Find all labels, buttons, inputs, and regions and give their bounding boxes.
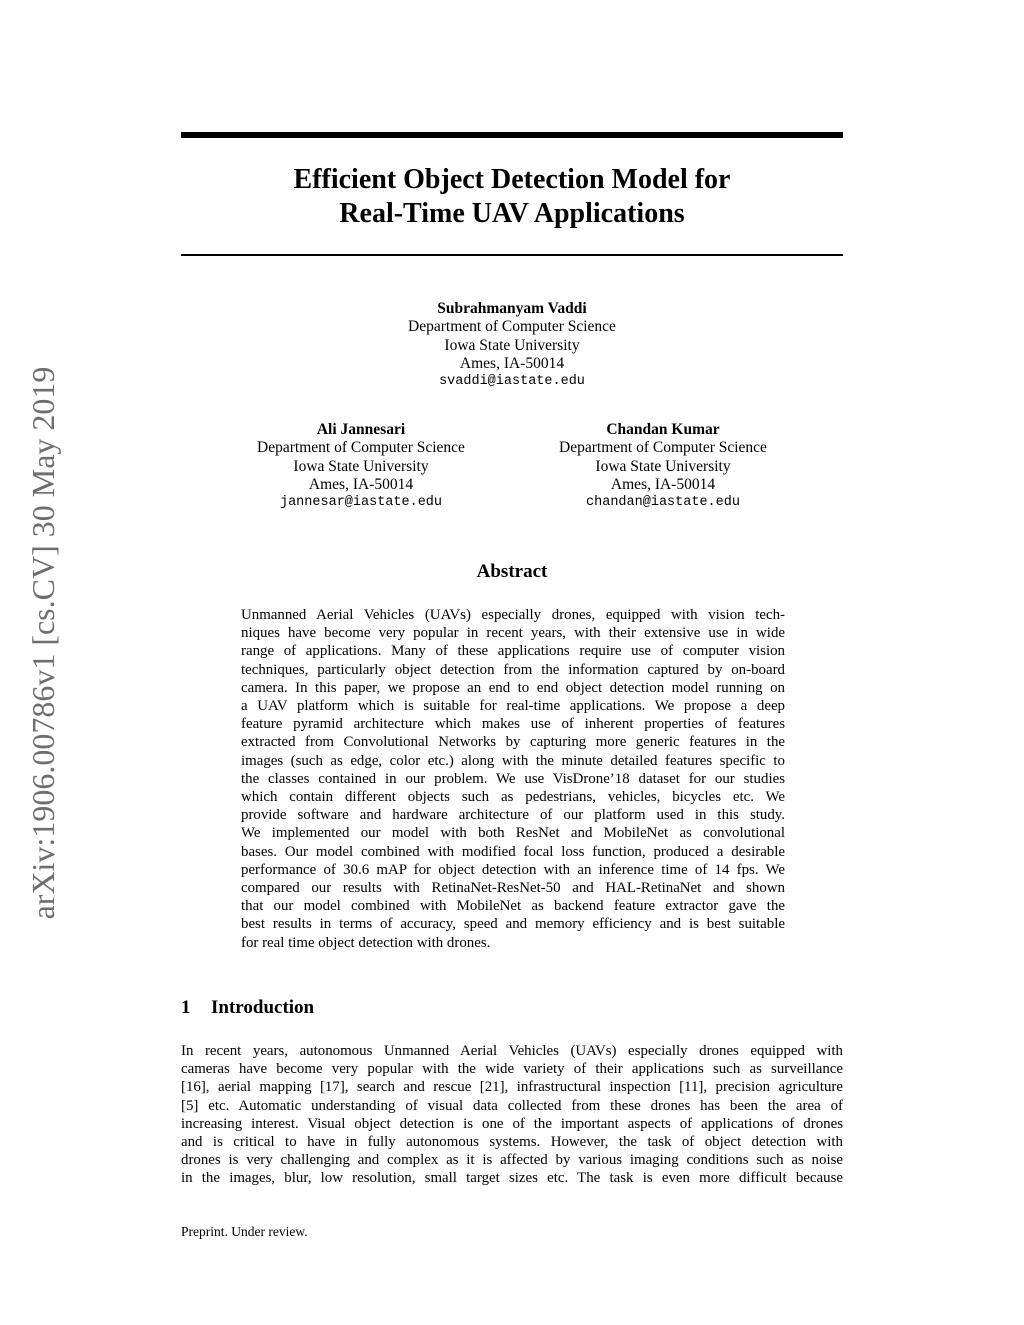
abstract-line: the classes contained in our problem. We use VisDrone’18 dataset for our studies	[241, 770, 785, 787]
body-line: [5] etc. Automatic understanding of visual data collected from these drones has been the area of	[181, 1097, 843, 1114]
body-line: In recent years, autonomous Unmanned Aerial Vehicles (UAVs) especially drones equipped with	[181, 1043, 843, 1059]
abstract-line: extracted from Convolutional Networks by capturing more generic features in the	[241, 734, 785, 751]
author-name: Chandan Kumar	[606, 421, 720, 438]
author-name: Ali Jannesari	[316, 421, 406, 438]
body-line: cameras have become very popular with the wide variety of their applications such as surveillance	[181, 1061, 843, 1078]
abstract-body	[241, 606, 785, 952]
body-line: drones is very challenging and complex as it is affected by various imaging conditions such as noise	[181, 1152, 843, 1169]
abstract-line: niques have become very popular in recent years, with their extensive use in wide	[241, 625, 785, 642]
abstract-line: performance of 30.6 mAP for object detection with an inference time of 14 fps. We	[241, 861, 785, 878]
abstract-line: images (such as edge, color etc.) along with the minute detailed features specific to	[241, 752, 785, 769]
abstract-line: range of applications. Many of these applications require use of computer vision	[241, 643, 785, 660]
abstract-line: best results in terms of accuracy, speed and memory efficiency and is best suitable	[241, 916, 785, 933]
author-block	[362, 300, 662, 391]
introduction-body	[181, 1042, 843, 1188]
paper-title	[181, 163, 843, 231]
author-university: Iowa State University	[444, 336, 580, 354]
author-name: Subrahmanyam Vaddi	[437, 300, 587, 317]
abstract-line: compared our results with RetinaNet-ResNet-50 and HAL-RetinaNet and shown	[241, 880, 785, 897]
title-line: Efficient Object Detection Model for	[293, 164, 731, 195]
abstract-line: that our model combined with MobileNet as backend feature extractor gave the	[241, 898, 785, 915]
preprint-footnote: Preprint. Under review.	[181, 1224, 308, 1239]
author-department: Department of Computer Science	[408, 318, 616, 336]
abstract-line: Unmanned Aerial Vehicles (UAVs) especially drones, equipped with vision tech-	[241, 607, 785, 623]
title-rule-top	[181, 132, 843, 138]
author-block	[211, 421, 511, 512]
abstract-line: provide software and hardware architecture of our platform used in this study.	[241, 807, 785, 824]
abstract-line: camera. In this paper, we propose an end to end object detection model running on	[241, 679, 785, 696]
abstract-heading: Abstract	[476, 561, 548, 582]
title-line: Real-Time UAV Applications	[339, 198, 685, 229]
author-location: Ames, IA-50014	[308, 475, 414, 493]
author-department: Department of Computer Science	[257, 439, 465, 457]
abstract-line: techniques, particularly object detection from the information captured by on-board	[241, 661, 785, 678]
author-location: Ames, IA-50014	[610, 475, 716, 493]
body-line: and is critical to have in fully autonomous systems. However, the task of object detection with	[181, 1134, 843, 1151]
abstract-line: a UAV platform which is suitable for real-time applications. We propose a deep	[241, 698, 785, 715]
body-line: [16], aerial mapping [17], search and rescue [21], infrastructural inspection [11], precision agriculture	[181, 1079, 843, 1096]
title-rule-bottom	[181, 254, 843, 256]
abstract-line: We implemented our model with both ResNet and MobileNet as convolutional	[241, 825, 785, 842]
arxiv-identifier-stamp: arXiv:1906.00786v1 [cs.CV] 30 May 2019	[25, 366, 61, 920]
section-heading	[181, 996, 843, 1020]
author-location: Ames, IA-50014	[459, 354, 565, 372]
abstract-line: for real time object detection with drones.	[241, 934, 491, 951]
abstract-line: bases. Our model combined with modified focal loss function, produced a desirable	[241, 843, 785, 860]
section-title: Introduction	[211, 997, 315, 1018]
author-department: Department of Computer Science	[559, 439, 767, 457]
body-line: increasing interest. Visual object detection is one of the important aspects of applications of drones	[181, 1115, 843, 1132]
abstract-line: which contain different objects such as pedestrians, vehicles, bicycles etc. We	[241, 789, 785, 806]
abstract-line: feature pyramid architecture which makes use of inherent properties of features	[241, 716, 785, 733]
author-university: Iowa State University	[293, 457, 429, 475]
body-line: in the images, blur, low resolution, small target sizes etc. The task is even more difficult because	[181, 1170, 843, 1187]
author-email[interactable]: svaddi@iastate.edu	[439, 374, 585, 390]
author-email[interactable]: jannesar@iastate.edu	[279, 495, 443, 511]
author-block	[513, 421, 813, 512]
author-email[interactable]: chandan@iastate.edu	[586, 495, 740, 511]
section-number: 1	[181, 997, 191, 1018]
author-university: Iowa State University	[595, 457, 731, 475]
